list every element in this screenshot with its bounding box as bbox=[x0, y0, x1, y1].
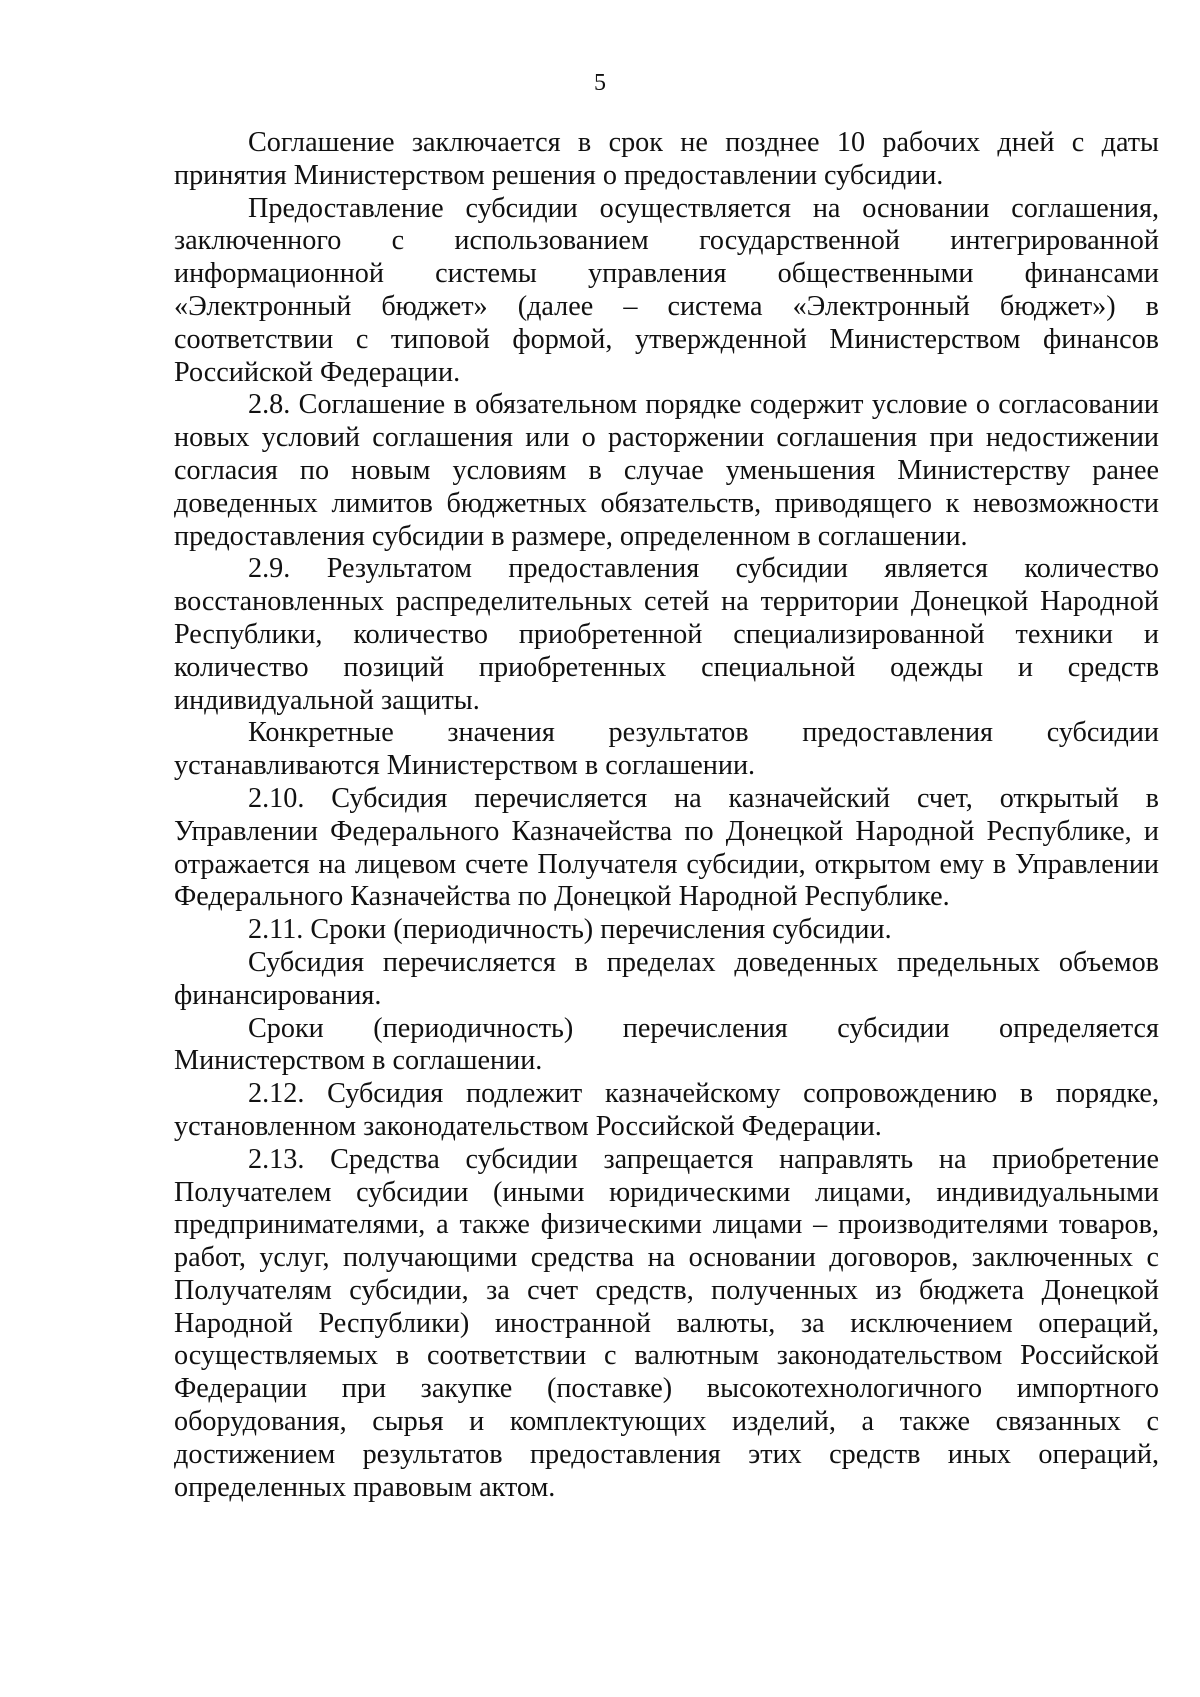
paragraph-agreement-term: Соглашение заключается в срок не позднее 10 рабочих дней с даты принятия Министерством решения о предоставлении субсидии. bbox=[174, 127, 1159, 191]
page-number: 5 bbox=[594, 70, 606, 96]
paragraph-2-12: 2.12. Субсидия подлежит казначейскому сопровождению в порядке, установленном законодательством Российской Федерации. bbox=[174, 1078, 1159, 1142]
paragraph-transfer-schedule: Сроки (периодичность) перечисления субсидии определяется Министерством в соглашении. bbox=[174, 1012, 1159, 1077]
paragraph-2-10: 2.10. Субсидия перечисляется на казначейский счет, открытый в Управлении Федерального Казначейства по Донецкой Народной Республике, и отражается на лицевом счете Получателя субсидии, открытом ему в Управлении Федерального Казначейства по Донецкой Народной Республике. bbox=[174, 782, 1159, 913]
paragraph-2-11: 2.11. Сроки (периодичность) перечисления субсидии. bbox=[248, 914, 892, 946]
paragraph-funding-limits: Субсидия перечисляется в пределах доведенных предельных объемов финансирования. bbox=[174, 946, 1159, 1011]
paragraph-2-8: 2.8. Соглашение в обязательном порядке содержит условие о согласовании новых условий соглашения или о расторжении соглашения при недостижении согласия по новым условиям в случае уменьшения Министерству ранее доведенных лимитов бюджетных обязательств, приводящего к невозможности предоставления субсидии в размере, определенном в соглашении. bbox=[174, 389, 1159, 552]
paragraph-result-values: Конкретные значения результатов предоставления субсидии устанавливаются Министерством в соглашении. bbox=[174, 717, 1159, 782]
paragraph-electronic-budget: Предоставление субсидии осуществляется на основании соглашения, заключенного с использованием государственной интегрированной информационной системы управления общественными финансами «Электронный бюджет» (далее – система «Электронный бюджет») в соответствии с типовой формой, утвержденной Министерством финансов Российской Федерации. bbox=[174, 192, 1159, 388]
paragraph-2-9: 2.9. Результатом предоставления субсидии является количество восстановленных распределительных сетей на территории Донецкой Народной Республики, количество приобретенной специализированной техники и количество позиций приобретенных специальной одежды и средств индивидуальной защиты. bbox=[174, 553, 1159, 716]
paragraph-2-13: 2.13. Средства субсидии запрещается направлять на приобретение Получателем субсидии (иными юридическими лицами, индивидуальными предпринимателями, а также физическими лицами – производителями товаров, работ, услуг, получающими средства на основании договоров, заключенных с Получателям субсидии, за счет средств, полученных из бюджета Донецкой Народной Республики) иностранной валюты, за исключением операций, осуществляемых в соответствии с валютным законодательством Российской Федерации при закупке (поставке) высокотехнологичного импортного оборудования, сырья и комплектующих изделий, а также связанных с достижением результатов предоставления этих средств иных операций, определенных правовым актом. bbox=[174, 1143, 1159, 1503]
document-body bbox=[174, 127, 1159, 1504]
